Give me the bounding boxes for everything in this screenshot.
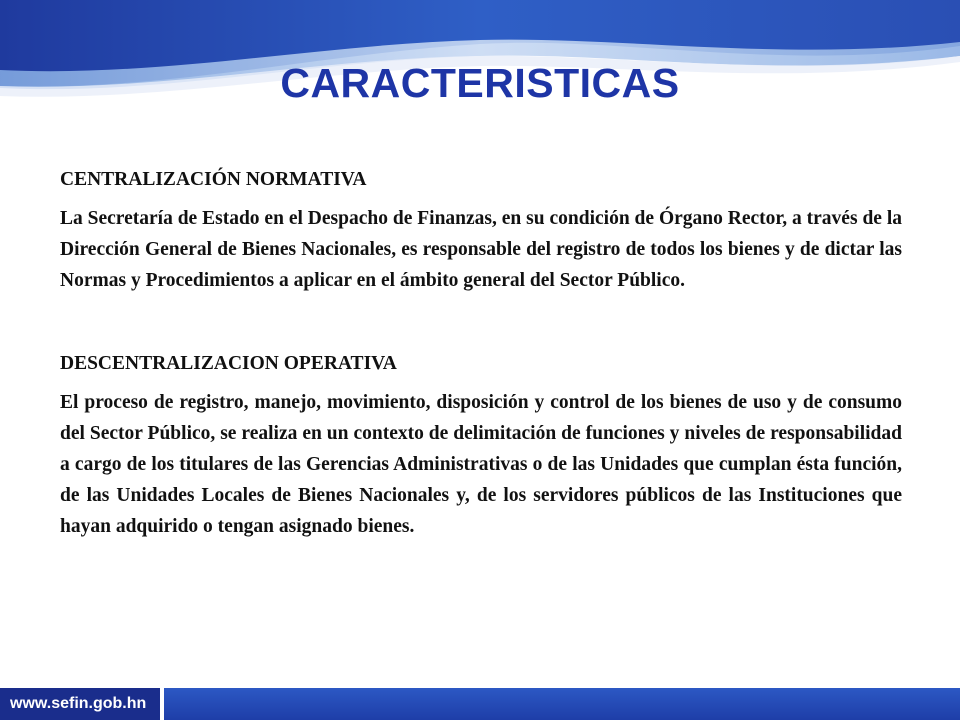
section-body: La Secretaría de Estado en el Despacho de Finanzas, en su condición de Órgano Rector, a través de la Dirección General de Bienes Nacionales, es responsable del registro de todos los bienes y de dictar las Normas y Procedimientos a aplicar en el ámbito general del Sector Público. <box>60 208 902 291</box>
footer-band <box>164 688 960 720</box>
page-title: CARACTERISTICAS <box>280 60 680 106</box>
section-heading: CENTRALIZACIÓN NORMATIVA <box>60 169 367 190</box>
section-descentralizacion <box>60 348 902 542</box>
website-link[interactable]: www.sefin.gob.hn <box>0 688 160 720</box>
section-centralizacion <box>60 164 902 296</box>
section-body: El proceso de registro, manejo, movimiento, disposición y control de los bienes de uso y de consumo del Sector Público, se realiza en un contexto de delimitación de funciones y niveles de responsabilidad a cargo de los titulares de las Gerencias Administrativas o de las Unidades que cumplan ésta función, de las Unidades Locales de Bienes Nacionales y, de los servidores públicos de las Instituciones que hayan adquirido o tengan asignado bienes. <box>60 392 902 537</box>
content-area <box>60 164 902 542</box>
section-heading: DESCENTRALIZACION OPERATIVA <box>60 353 397 374</box>
footer-bar <box>0 688 960 720</box>
